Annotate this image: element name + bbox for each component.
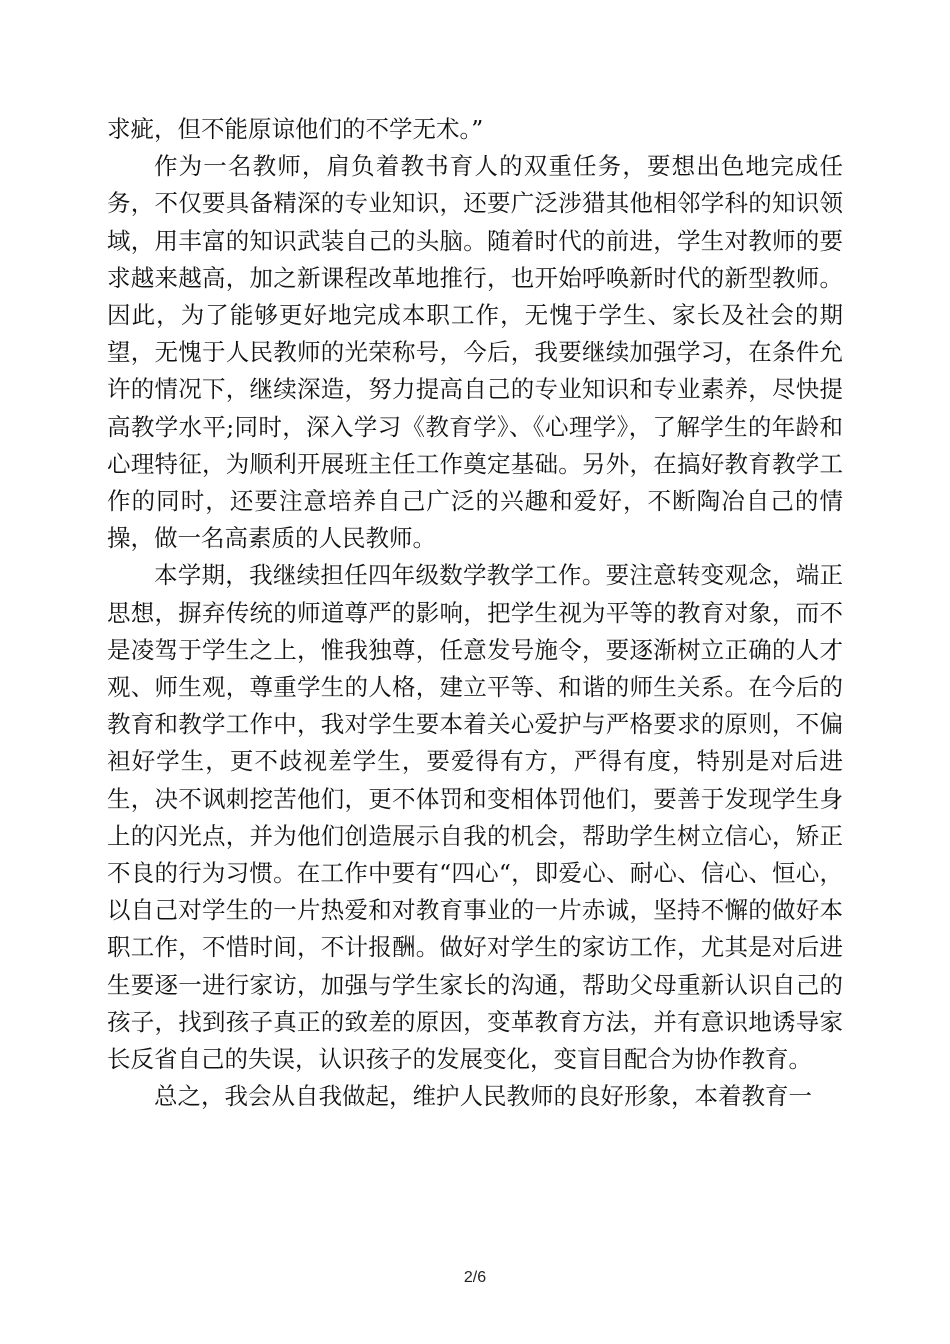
page-number: 2/6 xyxy=(463,1269,487,1286)
paragraph-semester-work: 本学期，我继续担任四年级数学教学工作。要注意转变观念，端正思想，摒弃传统的师道尊严的影响，把学生视为平等的教育对象，而不是凌驾于学生之上，惟我独尊，任意发号施令，要逐渐树立正确的人才观、师生观，尊重学生的人格，建立平等、和谐的师生关系。在今后的教育和教学工作中，我对学生要本着关心爱护与严格要求的原则，不偏袒好学生，更不歧视差学生，要爱得有方，严得有度，特别是对后进生，决不讽刺挖苦他们，更不体罚和变相体罚他们，要善于发现学生身上的闪光点，并为他们创造展示自我的机会，帮助学生树立信心，矫正不良的行为习惯。在工作中要有“四心“，即爱心、耐心、信心、恒心，以自己对学生的一片热爱和对教育事业的一片赤诚，坚持不懈的做好本职工作，不惜时间，不计报酬。做好对学生的家访工作，尤其是对后进生要逐一进行家访，加强与学生家长的沟通，帮助父母重新认识自己的孩子，找到孩子真正的致差的原因，变革教育方法，并有意识地诱导家长反省自己的失误，认识孩子的发展变化，变盲目配合为协作教育。 xyxy=(107,561,843,1074)
document-body xyxy=(107,111,843,1115)
paragraph-continuation: 求疵，但不能原谅他们的不学无术。” xyxy=(107,115,484,143)
paragraph-conclusion: 总之，我会从自我做起，维护人民教师的良好形象，本着教育一 xyxy=(154,1082,812,1111)
paragraph-teacher-duty: 作为一名教师，肩负着教书育人的双重任务，要想出色地完成任务，不仅要具备精深的专业知识，还要广泛涉猎其他相邻学科的知识领域，用丰富的知识武装自己的头脑。随着时代的前进，学生对教师的要求越来越高，加之新课程改革地推行，也开始呼唤新时代的新型教师。因此，为了能够更好地完成本职工作，无愧于学生、家长及社会的期望，无愧于人民教师的光荣称号，今后，我要继续加强学习，在条件允许的情况下，继续深造，努力提高自己的专业知识和专业素养，尽快提高教学水平;同时，深入学习《教育学》、《心理学》，了解学生的年龄和心理特征，为顺利开展班主任工作奠定基础。另外，在搞好教育教学工作的同时，还要注意培养自己广泛的兴趣和爱好，不断陶冶自己的情操，做一名高素质的人民教师。 xyxy=(107,152,843,553)
